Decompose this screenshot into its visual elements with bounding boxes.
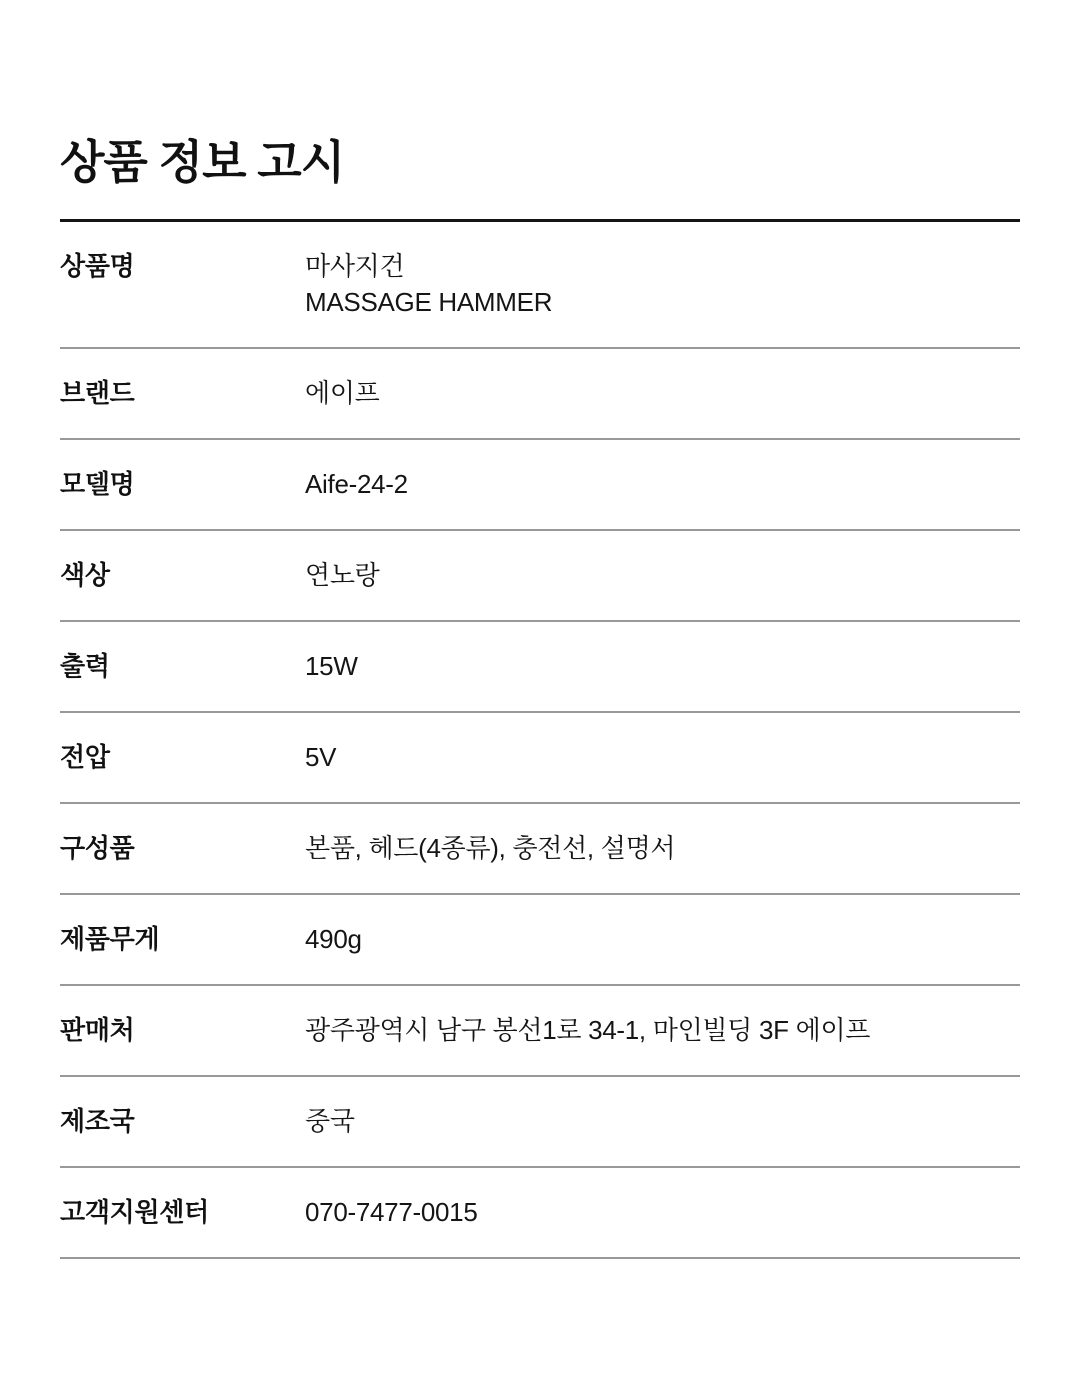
table-row-seller (60, 986, 1020, 1077)
table-row-product-name (60, 222, 1020, 349)
row-label: 모델명 (60, 469, 135, 500)
page-title: 상품 정보 고시 (60, 135, 345, 188)
row-label: 출력 (60, 651, 110, 682)
row-value: 5V (305, 742, 337, 773)
row-value: 070-7477-0015 (305, 1197, 478, 1228)
table-row-origin-country (60, 1077, 1020, 1168)
table-row-color (60, 531, 1020, 622)
table-row-components (60, 804, 1020, 895)
row-label: 판매처 (60, 1015, 135, 1046)
table-row-brand (60, 349, 1020, 440)
row-value: 에이프 (305, 378, 380, 409)
row-value: 중국 (305, 1106, 355, 1137)
row-value: 490g (305, 924, 362, 955)
row-label: 제품무게 (60, 924, 160, 955)
row-label: 전압 (60, 742, 110, 773)
row-value-line: MASSAGE HAMMER (305, 287, 553, 318)
product-info-section (0, 31, 1080, 1259)
row-label: 상품명 (60, 251, 135, 282)
row-value-line: 마사지건 (305, 251, 405, 282)
row-label: 제조국 (60, 1106, 135, 1137)
table-row-voltage (60, 713, 1020, 804)
table-row-power (60, 622, 1020, 713)
row-value (305, 248, 552, 320)
row-label: 색상 (60, 560, 110, 591)
row-value: 연노랑 (305, 560, 380, 591)
row-value: 광주광역시 남구 봉선1로 34-1, 마인빌딩 3F 에이프 (305, 1015, 871, 1046)
row-label: 브랜드 (60, 378, 135, 409)
row-value: 본품, 헤드(4종류), 충전선, 설명서 (305, 833, 676, 864)
row-label: 고객지원센터 (60, 1197, 209, 1228)
table-row-weight (60, 895, 1020, 986)
row-label: 구성품 (60, 833, 135, 864)
table-row-model (60, 440, 1020, 531)
table-row-customer-support (60, 1168, 1020, 1259)
row-value: Aife-24-2 (305, 469, 408, 500)
row-value: 15W (305, 651, 358, 682)
